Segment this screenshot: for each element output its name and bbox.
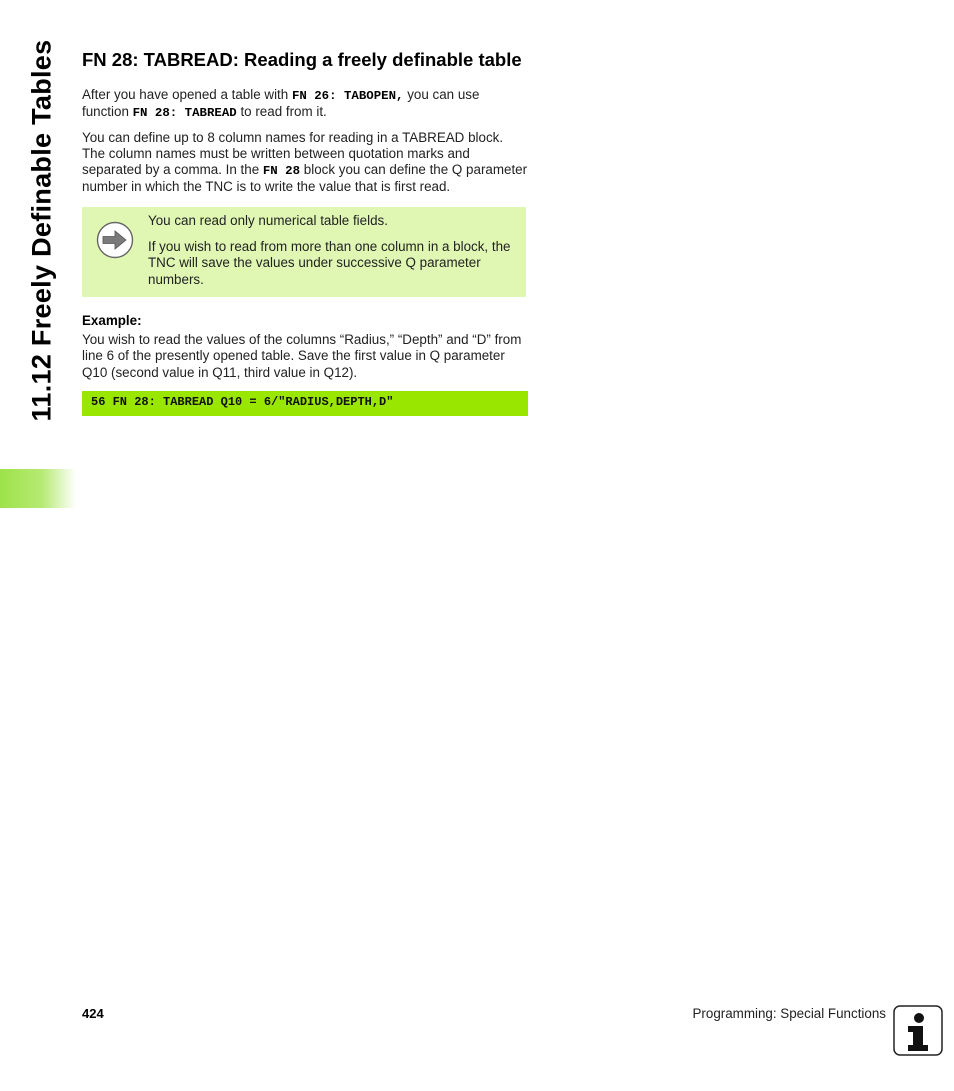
para2-text-1: You can define up to 8 column names for reading in a TABREAD block. The column names must be written between quotation marks and separated by a comma. In the [82, 129, 504, 178]
note-box [82, 207, 526, 297]
page-number: 424 [82, 1006, 104, 1021]
intro-text-3: to read from it. [236, 104, 327, 120]
column-names-paragraph [82, 130, 528, 196]
intro-text-2: you can use function [82, 87, 480, 120]
arrow-right-icon [96, 221, 134, 259]
intro-paragraph [82, 87, 528, 122]
chapter-tab-marker [0, 469, 76, 508]
para2-text-2: block you can define the Q parameter number in which the TNC is to write the value that is first read. [82, 162, 528, 195]
intro-code-tabread: FN 28: TABREAD [132, 106, 237, 121]
note-icon-wrap [82, 213, 148, 288]
intro-code-tabopen: FN 26: TABOPEN, [291, 89, 404, 103]
note-line-2: If you wish to read from more than one column in a block, the TNC will save the values under successive Q parameter numbers. [148, 239, 511, 287]
example-code-block: 56 FN 28: TABREAD Q10 = 6/"RADIUS,DEPTH,D" [82, 391, 528, 416]
info-icon [893, 1005, 943, 1056]
section-heading: FN 28: TABREAD: Reading a freely definable table [82, 49, 522, 70]
side-chapter-title-text: 11.12 Freely Definable Tables [26, 39, 57, 421]
main-content [82, 48, 528, 416]
footer-chapter-title: Programming: Special Functions [692, 1006, 886, 1021]
note-text [148, 213, 516, 288]
side-chapter-title [18, 39, 66, 421]
intro-text-1: After you have opened a table with [82, 87, 292, 102]
example-heading: Example: [82, 312, 142, 328]
example-paragraph: You wish to read the values of the columns “Radius,” “Depth” and “D” from line 6 of the presently opened table. Save the first value in Q parameter Q10 (second value in Q11, third value in Q12). [82, 331, 522, 380]
note-line-1: You can read only numerical table fields. [148, 212, 388, 228]
para2-code-fn28: FN 28 [262, 164, 301, 179]
